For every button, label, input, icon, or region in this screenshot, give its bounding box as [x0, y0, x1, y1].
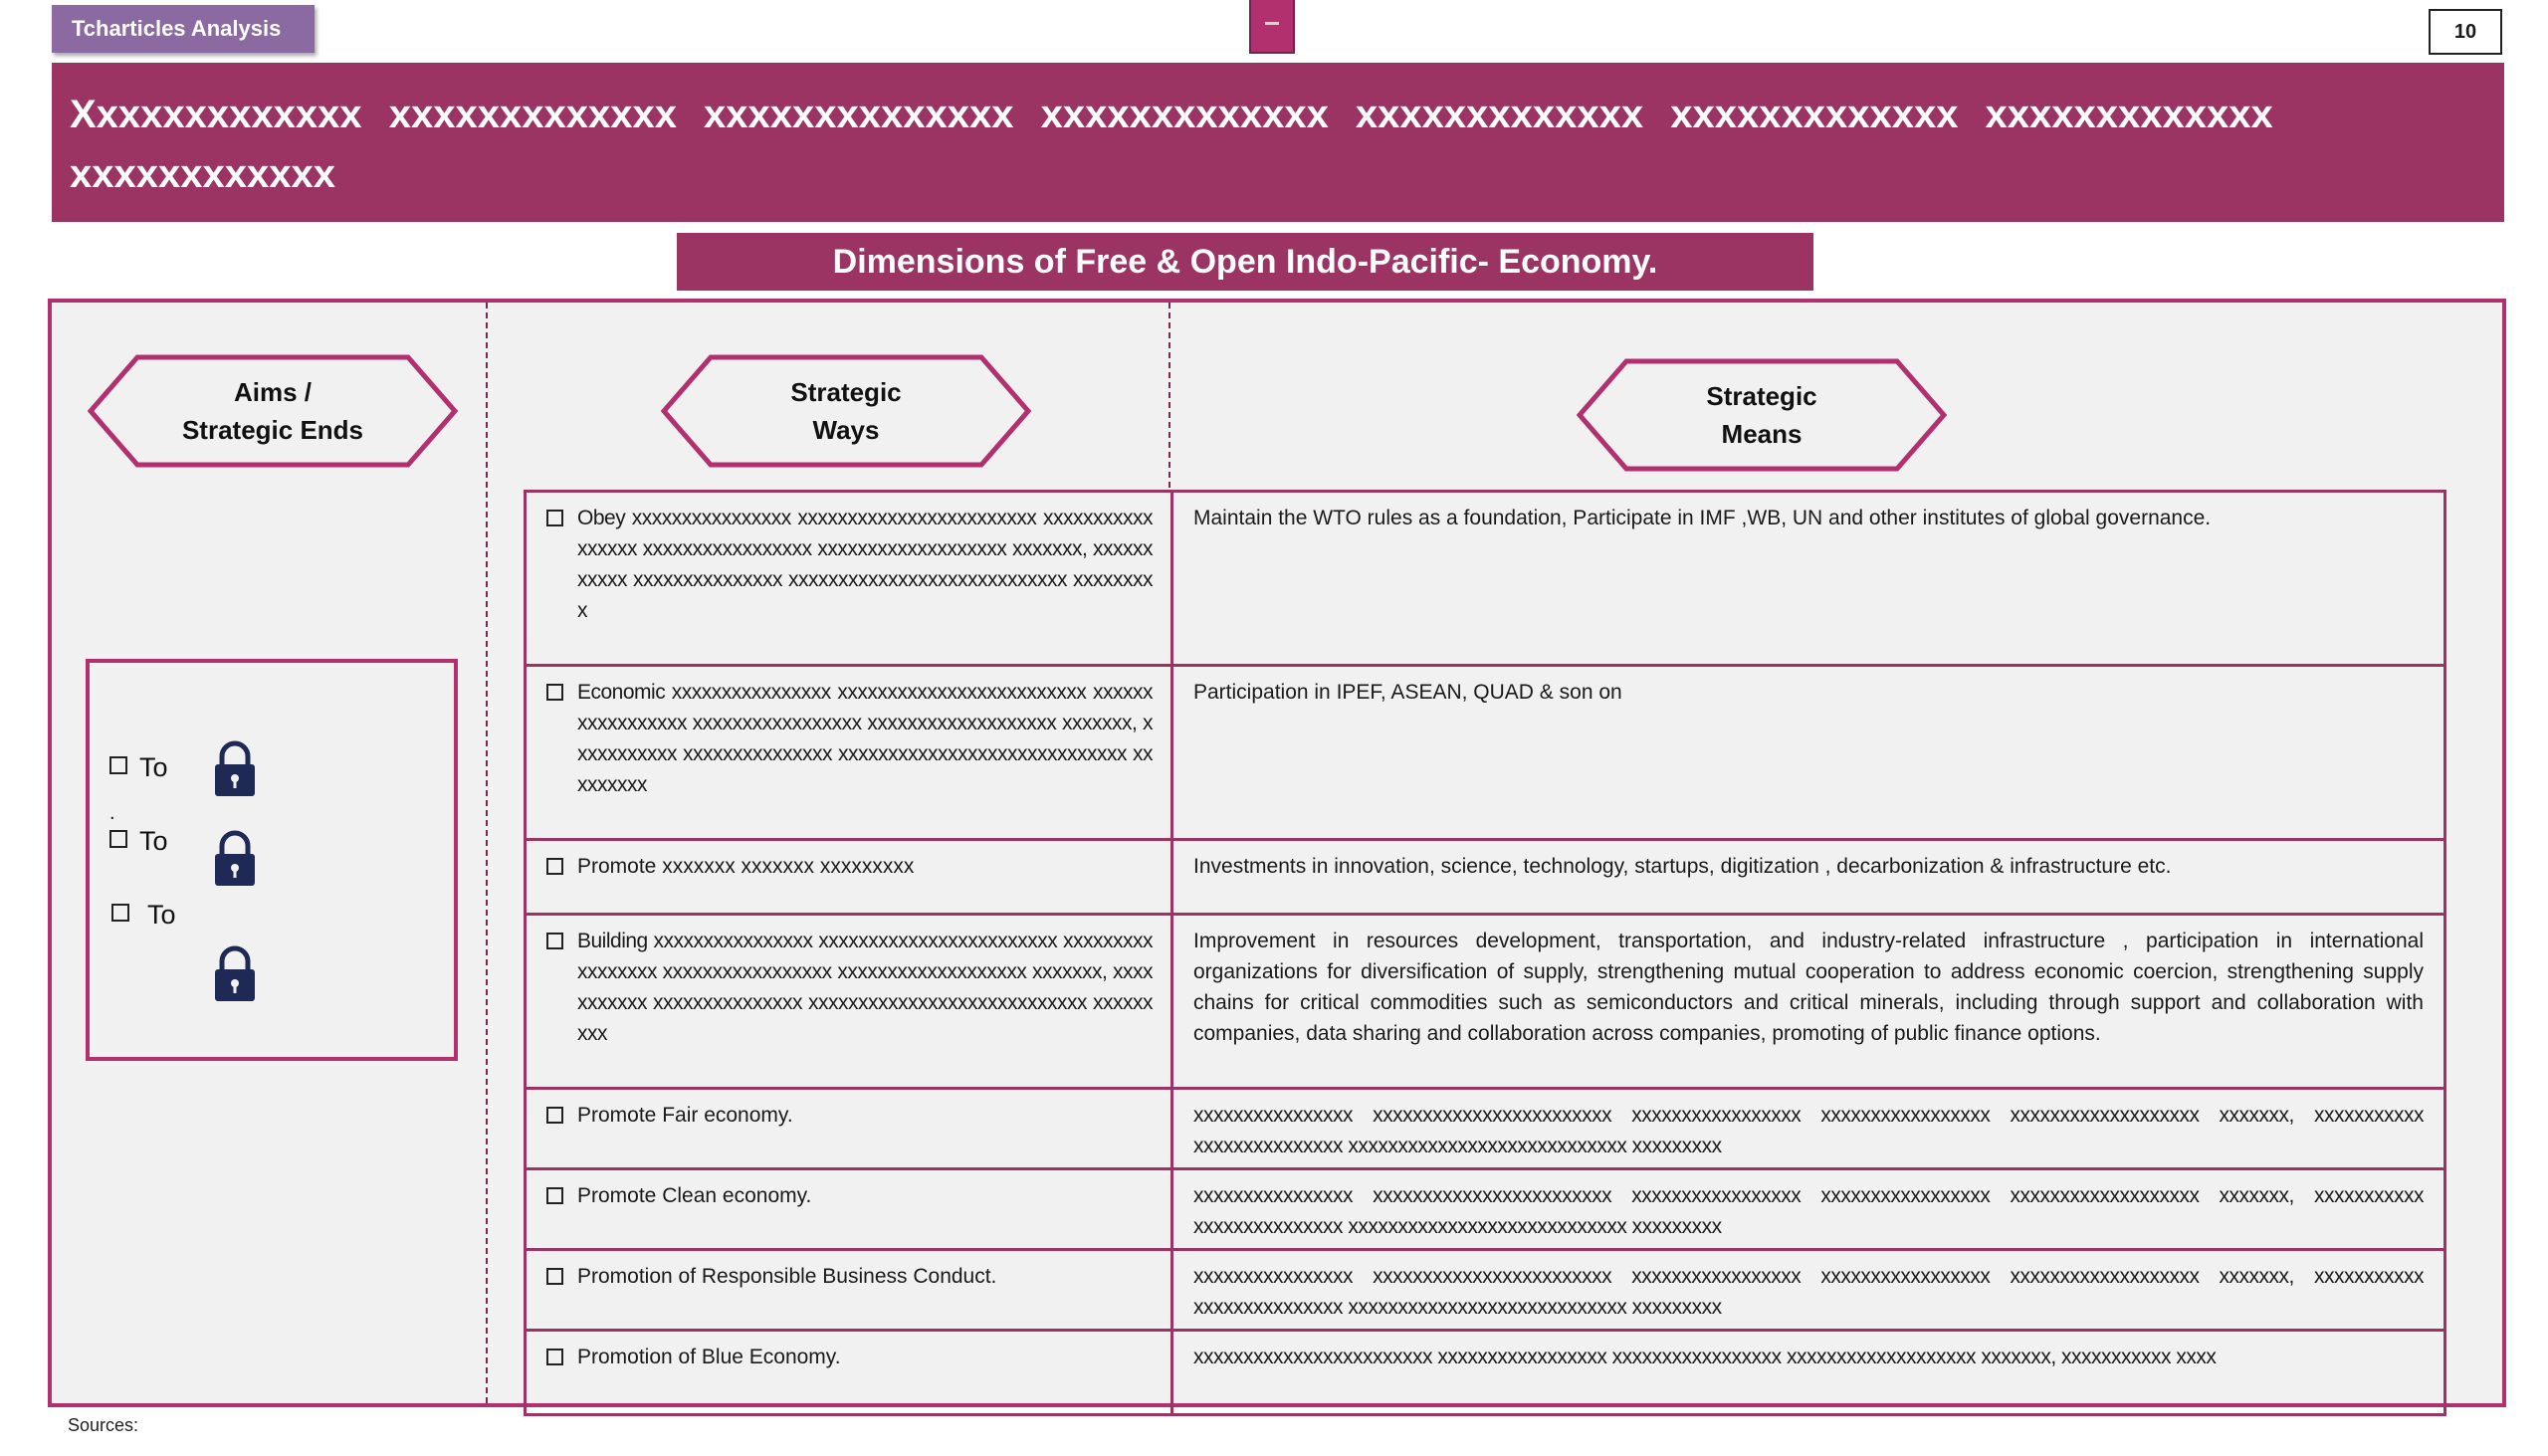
means-hexagon — [1577, 358, 1947, 472]
aim-item: To — [109, 752, 168, 783]
checkbox-icon — [546, 684, 563, 701]
content-frame — [48, 299, 2506, 1407]
aims-hexagon-label: Aims / Strategic Ends — [181, 377, 364, 445]
table-row — [527, 1170, 2443, 1251]
aims-hexagon — [88, 354, 458, 468]
means-cell: Investments in innovation, science, technology, startups, digitization , decarbonization & infrastructure etc. — [1193, 855, 2172, 878]
means-cell: xxxxxxxxxxxxxxxxxxxxxxxx xxxxxxxxxxxxxxxxx xxxxxxxxxxxxxxxxx xxxxxxxxxxxxxxxxxxx xxxxxxx, xxxxxxxxxxx xxxx — [1193, 1346, 2217, 1368]
checkbox-icon — [546, 1268, 563, 1285]
checkbox-icon — [546, 1107, 563, 1124]
checkbox-icon — [546, 1187, 563, 1204]
table-row — [527, 1332, 2443, 1413]
table-row — [527, 1251, 2443, 1332]
way-cell: Promote Fair economy. — [527, 1090, 1173, 1167]
lock-icon — [211, 945, 259, 1003]
page-number: 10 — [2429, 9, 2502, 55]
way-cell: Promotion of Blue Economy. — [527, 1332, 1173, 1413]
lock-icon — [211, 830, 259, 888]
section-title: Dimensions of Free & Open Indo-Pacific- Economy. — [677, 233, 1813, 291]
aims-box — [86, 659, 458, 1061]
column-divider — [486, 303, 488, 1403]
way-cell: Obey xxxxxxxxxxxxxxxx xxxxxxxxxxxxxxxxxxxxxxxx xxxxxxxxxxxxxxxxx xxxxxxxxxxxxxxxxx xxxxxxxxxxxxxxxxxxx xxxxxxx, xxxxxxxxxxx xxxxxxxxxxxxxxx xxxxxxxxxxxxxxxxxxxxxxxxxxxx xxxxxxxxx — [527, 493, 1173, 664]
checkbox-icon — [546, 933, 563, 949]
table-row — [527, 841, 2443, 916]
lock-icon — [211, 740, 259, 798]
table-row — [527, 667, 2443, 841]
aim-item: To — [111, 900, 176, 931]
way-cell: Building xxxxxxxxxxxxxxxx xxxxxxxxxxxxxxxxxxxxxxxx xxxxxxxxxxxxxxxxx xxxxxxxxxxxxxxxxx xxxxxxxxxxxxxxxxxxx xxxxxxx, xxxxxxxxxxx xxxxxxxxxxxxxxx xxxxxxxxxxxxxxxxxxxxxxxxxxxx xxxxxxxxx — [527, 916, 1173, 1087]
checkbox-icon — [109, 830, 127, 848]
checkbox-icon — [111, 904, 129, 922]
means-hexagon-label: Strategic Means — [1706, 381, 1817, 449]
checkbox-icon — [546, 1349, 563, 1365]
title-banner — [52, 63, 2504, 222]
means-cell: xxxxxxxxxxxxxxxx xxxxxxxxxxxxxxxxxxxxxxxx xxxxxxxxxxxxxxxxx xxxxxxxxxxxxxxxxx xxxxxxxxxxxxxxxxxxx xxxxxxx, xxxxxxxxxxx xxxxxxxxxxxxxxx xxxxxxxxxxxxxxxxxxxxxxxxxxxx xxxxxxxxx — [1193, 1104, 2424, 1157]
way-cell: Promote Clean economy. — [527, 1170, 1173, 1248]
checkbox-icon — [546, 510, 563, 526]
way-cell: Promotion of Responsible Business Conduct. — [527, 1251, 1173, 1329]
logo-icon — [1249, 0, 1295, 54]
brand-tag: Tcharticles Analysis — [52, 5, 315, 53]
means-cell: Participation in IPEF, ASEAN, QUAD & son on — [1193, 681, 1622, 704]
aim-item: To — [109, 826, 168, 857]
banner-text: Xxxxxxxxxxxxx xxxxxxxxxxxxx xxxxxxxxxxxxxx xxxxxxxxxxxxx xxxxxxxxxxxxx xxxxxxxxxxxxx xxxxxxxxxxxxx xxxxxxxxxxxx — [70, 93, 2273, 196]
table-row — [527, 1090, 2443, 1170]
column-divider — [1168, 303, 1170, 488]
ways-means-table — [524, 490, 2446, 1416]
ways-hexagon-label: Strategic Ways — [790, 377, 902, 445]
way-cell: Economic xxxxxxxxxxxxxxxx xxxxxxxxxxxxxxxxxxxxxxxxx xxxxxxxxxxxxxxxxx xxxxxxxxxxxxxxxxx xxxxxxxxxxxxxxxxxxx xxxxxxx, xxxxxxxxxxx xxxxxxxxxxxxxxx xxxxxxxxxxxxxxxxxxxxxxxxxxxxx xxxxxxxxx — [527, 667, 1173, 838]
means-cell: xxxxxxxxxxxxxxxx xxxxxxxxxxxxxxxxxxxxxxxx xxxxxxxxxxxxxxxxx xxxxxxxxxxxxxxxxx xxxxxxxxxxxxxxxxxxx xxxxxxx, xxxxxxxxxxx xxxxxxxxxxxxxxx xxxxxxxxxxxxxxxxxxxxxxxxxxxx xxxxxxxxx — [1193, 1265, 2424, 1319]
table-row — [527, 493, 2443, 667]
way-cell: Promote xxxxxxx xxxxxxx xxxxxxxxx — [527, 841, 1173, 913]
aim-dot: . — [109, 802, 115, 824]
checkbox-icon — [546, 858, 563, 875]
sources-label: Sources: — [68, 1415, 139, 1435]
checkbox-icon — [109, 756, 127, 774]
means-cell: xxxxxxxxxxxxxxxx xxxxxxxxxxxxxxxxxxxxxxxx xxxxxxxxxxxxxxxxx xxxxxxxxxxxxxxxxx xxxxxxxxxxxxxxxxxxx xxxxxxx, xxxxxxxxxxx xxxxxxxxxxxxxxx xxxxxxxxxxxxxxxxxxxxxxxxxxxx xxxxxxxxx — [1193, 1184, 2424, 1238]
ways-hexagon — [661, 354, 1031, 468]
table-row — [527, 916, 2443, 1090]
means-cell: Maintain the WTO rules as a foundation, Participate in IMF ,WB, UN and other institutes of global governance. — [1193, 507, 2212, 529]
means-cell: Improvement in resources development, transportation, and industry-related infrastructure , participation in international organizations for diversification of supply, strengthening mutual cooperation to address economic coercion, strengthening supply chains for critical commodities such as semiconductors and critical minerals, including through support and collaboration with companies, data sharing and collaboration across companies, promoting of public finance options. — [1193, 930, 2424, 1045]
